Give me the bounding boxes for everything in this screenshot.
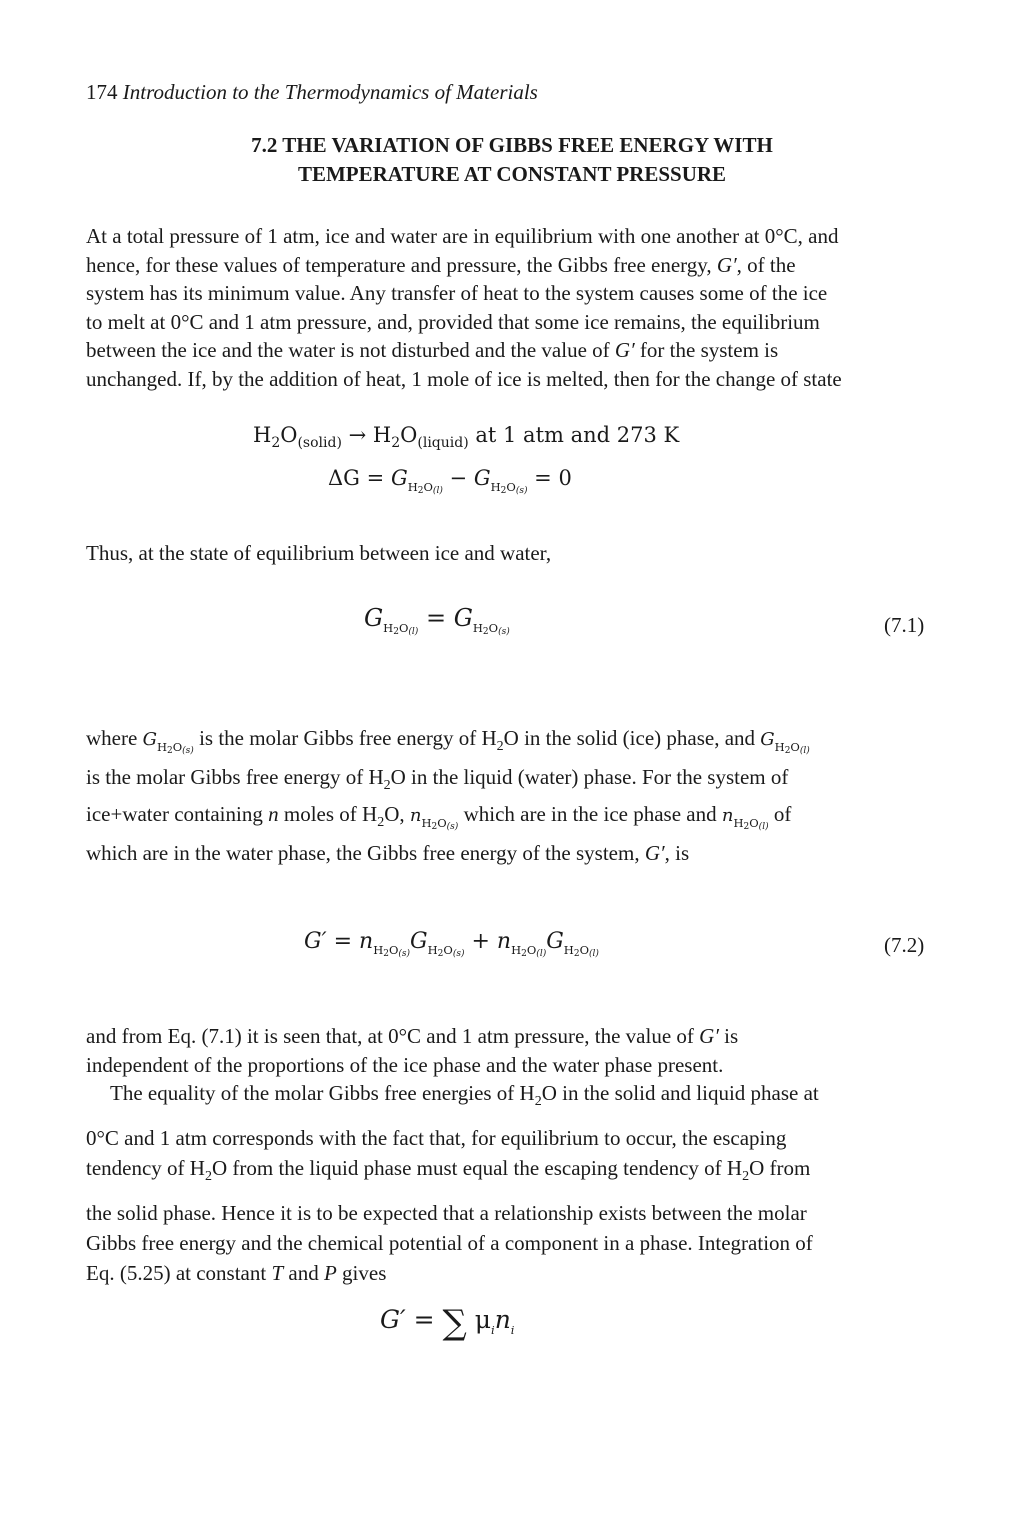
section-heading-line-2: TEMPERATURE AT CONSTANT PRESSURE bbox=[297, 162, 727, 186]
page-number: 174 bbox=[86, 80, 118, 104]
paragraph-3: where $G_{H2O(s)}$ is the molar Gibbs free energy of $H_2O$ in the solid (ice) phase, and $G_{H2O(l)}$ is the molar Gibbs free energy of $H_2O$ in the liquid (water) phase. For the system of ice+water containing n moles of $H_2O$, $n_{H2O(s)}$ which are in the ice phase and $n_{H2O(l)}$ of which are in the water phase, the Gibbs free energy of the system, G′, is bbox=[86, 726, 810, 865]
reaction-equation: $H_2O_{(solid)} \to H_2O_{(liquid)}$ at 1 atm and 273 K bbox=[253, 423, 680, 451]
running-head bbox=[86, 80, 538, 105]
paragraph-5: The equality of the molar Gibbs free energies of $H_2O$ in the solid and liquid phase at 0°C and 1 atm corresponds with the fact that, for equilibrium to occur, the escaping tendency of $H_2O$ from the liquid phase must equal the escaping tendency of $H_2O$ from the solid phase. Hence it is to be expected that a relationship exists between the molar Gibbs free energy and the chemical potential of a component in a phase. Integration of Eq. (5.25) at constant T and P gives bbox=[86, 1081, 819, 1285]
paragraph-1: At a total pressure of 1 atm, ice and water are in equilibrium with one another at 0°C, and hence, for these values of temperature and pressure, the Gibbs free energy, G′, of the system has its minimum value. Any transfer of heat to the system causes some of the ice to melt at 0°C and 1 atm pressure, and, provided that some ice remains, the equilibrium between the ice and the water is not disturbed and the value of G′ for the system is unchanged. If, by the addition of heat, 1 mole of ice is melted, then for the change of state bbox=[86, 224, 842, 391]
delta-g-equation: $\Delta G = G_{H2O(l)} - G_{H2O(s)} = 0$ bbox=[328, 466, 572, 496]
equation-7-1: $G_{H2O(l)} = G_{H2O(s)}$ bbox=[364, 604, 510, 637]
section-heading bbox=[86, 131, 938, 189]
paragraph-2: Thus, at the state of equilibrium between ice and water, bbox=[86, 541, 552, 565]
book-title: Introduction to the Thermodynamics of Materials bbox=[122, 80, 538, 104]
symbol-g-prime: G′ bbox=[716, 252, 737, 277]
equation-gibbs-sum: G′ = ∑ $\mu_in_i$ bbox=[380, 1303, 515, 1343]
section-heading-line-1: 7.2 THE VARIATION OF GIBBS FREE ENERGY WITH bbox=[251, 133, 773, 157]
equation-number-7-1: (7.1) bbox=[884, 613, 925, 637]
equation-7-2: $G' = n_{H2O(s)}G_{H2O(s)} + n_{H2O(l)}G_{H2O(l)}$ bbox=[304, 929, 599, 959]
equation-number-7-2: (7.2) bbox=[884, 933, 925, 957]
paragraph-4: and from Eq. (7.1) it is seen that, at 0°C and 1 atm pressure, the value of G′ is independent of the proportions of the ice phase and the water phase present. bbox=[86, 1024, 739, 1077]
